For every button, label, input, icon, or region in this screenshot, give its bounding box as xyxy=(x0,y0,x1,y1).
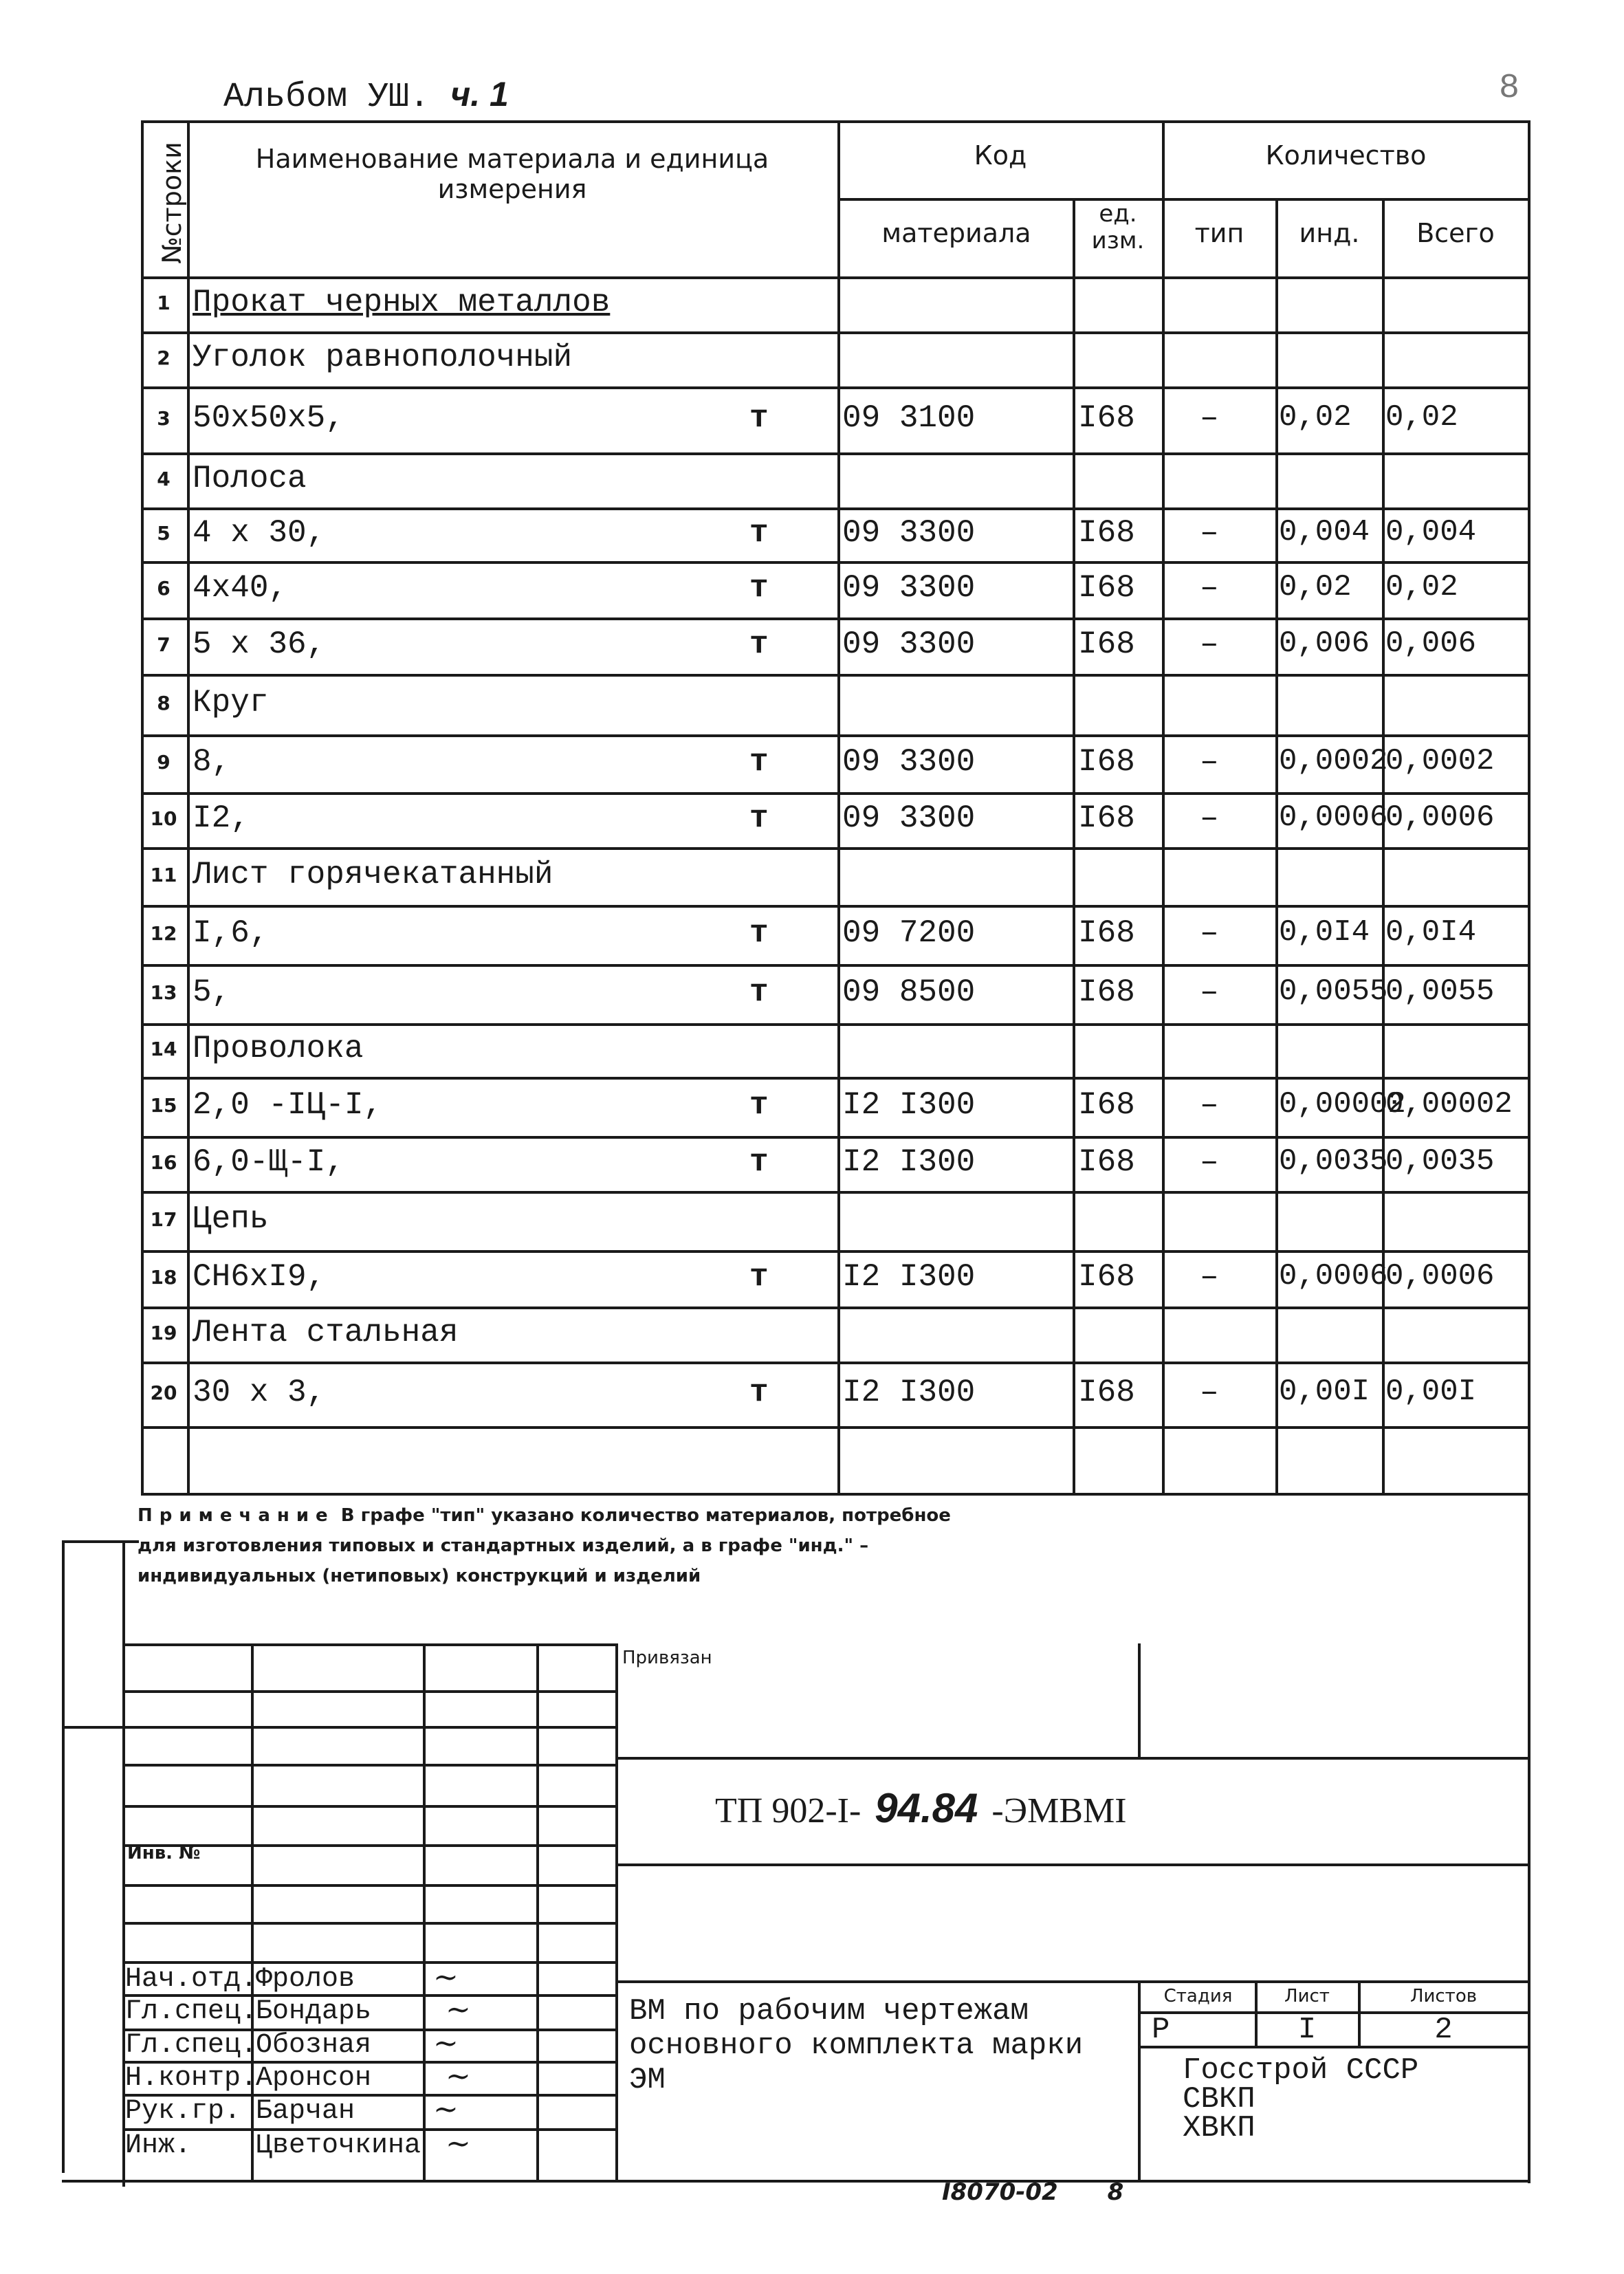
row-n: 1 xyxy=(157,292,171,314)
row-uc: I68 xyxy=(1078,1144,1135,1180)
row-name: Лента стальная xyxy=(193,1315,459,1351)
type-header: тип xyxy=(1194,218,1244,248)
row-name: Круг xyxy=(193,685,269,721)
sheet-value: I xyxy=(1297,2013,1317,2047)
row-divider xyxy=(141,1136,1530,1139)
album-label xyxy=(223,74,509,117)
row-total: 0,0055 xyxy=(1385,974,1495,1009)
row-ind: 0,0006 xyxy=(1279,800,1388,835)
row-n: 13 xyxy=(150,981,177,1004)
row-unit: т xyxy=(749,515,769,551)
staff-name: Обозная xyxy=(256,2030,372,2061)
row-type: – xyxy=(1200,744,1219,780)
row-total: 0,004 xyxy=(1385,515,1477,549)
row-ind: 0,00002 xyxy=(1279,1087,1406,1122)
code-header: Код xyxy=(974,140,1027,171)
row-divider xyxy=(141,734,1530,737)
staff-role: Инж. xyxy=(125,2130,192,2161)
staff-role: Н.контр. xyxy=(125,2063,258,2094)
row-type: – xyxy=(1200,974,1219,1010)
row-n: 4 xyxy=(157,468,171,490)
row-name: Прокат черных металлов xyxy=(193,285,611,320)
row-unit: т xyxy=(749,626,769,662)
row-ind: 0,0006 xyxy=(1279,1259,1388,1293)
row-divider xyxy=(141,1307,1530,1309)
row-name: I2, xyxy=(193,800,250,836)
row-divider xyxy=(141,1077,1530,1080)
row-code: I2 I300 xyxy=(842,1259,976,1295)
row-n: 7 xyxy=(157,633,171,656)
row-n: 5 xyxy=(157,522,171,545)
row-n: 20 xyxy=(150,1381,177,1404)
row-unit: т xyxy=(749,1375,769,1410)
row-total: 0,0I4 xyxy=(1385,915,1477,950)
row-uc: I68 xyxy=(1078,515,1135,551)
org-line-3: ХВКП xyxy=(1183,2111,1255,2145)
row-divider xyxy=(141,561,1530,564)
row-type: – xyxy=(1200,400,1219,436)
row-total: 0,02 xyxy=(1385,400,1458,435)
row-unit: т xyxy=(749,1144,769,1180)
row-n: 8 xyxy=(157,692,171,714)
stage-label: Стадия xyxy=(1163,1986,1233,2007)
row-uc: I68 xyxy=(1078,1259,1135,1295)
row-n: 14 xyxy=(150,1038,177,1060)
signature-icon: ~ xyxy=(446,1992,471,2027)
row-code: 09 3300 xyxy=(842,570,976,606)
row-name: CH6xI9, xyxy=(193,1259,326,1295)
row-total: 0,02 xyxy=(1385,570,1458,604)
row-type: – xyxy=(1200,1375,1219,1410)
stage-value: Р xyxy=(1152,2013,1170,2047)
row-code: 09 8500 xyxy=(842,974,976,1010)
row-total: 0,0035 xyxy=(1385,1144,1495,1179)
row-uc: I68 xyxy=(1078,570,1135,606)
row-n: 2 xyxy=(157,347,171,369)
row-unit: т xyxy=(749,400,769,436)
signature-icon: ~ xyxy=(433,2092,459,2127)
row-unit: т xyxy=(749,1087,769,1123)
row-name: 30 x 3, xyxy=(193,1375,326,1410)
row-uc: I68 xyxy=(1078,400,1135,436)
row-total: 0,00I xyxy=(1385,1375,1477,1409)
row-name: Полоса xyxy=(193,461,307,496)
row-divider xyxy=(141,617,1530,620)
row-ind: 0,00I xyxy=(1279,1375,1370,1409)
row-uc: I68 xyxy=(1078,915,1135,951)
row-divider xyxy=(141,1191,1530,1194)
row-ind: 0,02 xyxy=(1279,570,1352,604)
row-number-header: №строки xyxy=(157,142,187,264)
row-type: – xyxy=(1200,1259,1219,1295)
row-divider xyxy=(141,792,1530,795)
row-type: – xyxy=(1200,1087,1219,1123)
row-divider xyxy=(141,452,1530,455)
quantity-header: Количество xyxy=(1265,140,1427,171)
signature-icon: ~ xyxy=(433,2026,459,2061)
row-name: 4 x 30, xyxy=(193,515,326,551)
row-divider xyxy=(141,1023,1530,1026)
row-n: 18 xyxy=(150,1266,177,1289)
staff-role: Рук.гр. xyxy=(125,2096,241,2127)
row-code: I2 I300 xyxy=(842,1087,976,1123)
row-total: 0,006 xyxy=(1385,626,1477,661)
sheet-label: Лист xyxy=(1284,1986,1330,2007)
row-type: – xyxy=(1200,915,1219,951)
name-header: Наименование материала и единица измерения xyxy=(255,144,769,204)
ind-header: инд. xyxy=(1299,218,1360,248)
row-uc: I68 xyxy=(1078,800,1135,836)
row-divider xyxy=(141,1250,1530,1253)
row-divider xyxy=(141,386,1530,389)
sheets-label: Листов xyxy=(1409,1986,1478,2007)
row-uc: I68 xyxy=(1078,626,1135,662)
row-name: Проволока xyxy=(193,1031,364,1067)
document-code xyxy=(715,1784,1127,1832)
signature-icon: ~ xyxy=(446,2059,471,2094)
row-ind: 0,02 xyxy=(1279,400,1352,435)
row-code: 09 3100 xyxy=(842,400,976,436)
signature-icon: ~ xyxy=(433,1960,459,1995)
row-name: 4x40, xyxy=(193,570,288,606)
organization xyxy=(1183,2053,1419,2145)
row-unit: т xyxy=(749,1259,769,1295)
row-unit: т xyxy=(749,744,769,780)
doc-code-suffix: -ЭМВМI xyxy=(991,1791,1127,1830)
row-name: 5 x 36, xyxy=(193,626,326,662)
album-prefix: Альбом УШ. xyxy=(223,78,430,117)
row-ind: 0,0002 xyxy=(1279,744,1388,778)
row-unit: т xyxy=(749,570,769,606)
org-line-1: Госстрой СССР xyxy=(1183,2053,1419,2088)
row-divider xyxy=(141,1426,1530,1429)
row-name: 8, xyxy=(193,744,231,780)
note xyxy=(138,1500,976,1591)
row-type: – xyxy=(1200,800,1219,836)
note-title: Примечание xyxy=(138,1505,335,1526)
row-code: 09 3300 xyxy=(842,515,976,551)
album-part: ч. 1 xyxy=(450,75,509,113)
row-ind: 0,0035 xyxy=(1279,1144,1388,1179)
row-uc: I68 xyxy=(1078,1087,1135,1123)
row-name: 2,0 -IЦ-I, xyxy=(193,1087,383,1123)
row-unit: т xyxy=(749,800,769,836)
row-n: 10 xyxy=(150,807,177,830)
staff-role: Гл.спец. xyxy=(125,2030,258,2061)
copy-number: 8 xyxy=(1107,2178,1124,2206)
row-divider xyxy=(141,507,1530,510)
sheet-description: ВМ по рабочим чертежам основного комплекта марки ЭМ xyxy=(629,1994,1084,2097)
row-total: 0,0006 xyxy=(1385,1259,1495,1293)
row-name: Цепь xyxy=(193,1201,269,1237)
row-name: Уголок равнополочный xyxy=(193,340,573,375)
total-header: Всего xyxy=(1416,218,1495,248)
page-mark: 8 xyxy=(1499,69,1520,108)
row-type: – xyxy=(1200,570,1219,606)
row-code: I2 I300 xyxy=(842,1144,976,1180)
row-n: 6 xyxy=(157,577,171,600)
row-uc: I68 xyxy=(1078,1375,1135,1410)
row-ind: 0,0I4 xyxy=(1279,915,1370,950)
row-code: 09 7200 xyxy=(842,915,976,951)
row-unit: т xyxy=(749,915,769,951)
row-n: 16 xyxy=(150,1151,177,1174)
signature-icon: ~ xyxy=(446,2126,471,2161)
row-divider xyxy=(141,847,1530,850)
row-n: 19 xyxy=(150,1322,177,1344)
row-n: 12 xyxy=(150,922,177,945)
row-name: 6,0-Щ-I, xyxy=(193,1144,344,1180)
row-type: – xyxy=(1200,1144,1219,1180)
row-n: 11 xyxy=(150,864,177,886)
org-line-2: СВКП xyxy=(1183,2082,1255,2117)
staff-name: Барчан xyxy=(256,2096,355,2127)
note-text: В графе "тип" указано количество материалов, потребное для изготовления типовых и стандартных изделий, а в графе "инд." – индивидуальных (нетиповых) конструкций и изделий xyxy=(138,1505,951,1586)
archive-code: I8070-02 xyxy=(942,2178,1058,2206)
row-code: 09 3300 xyxy=(842,626,976,662)
unit-code-header: ед. изм. xyxy=(1091,200,1145,255)
row-divider xyxy=(141,331,1530,334)
row-name: Лист горячекатанный xyxy=(193,857,553,893)
row-uc: I68 xyxy=(1078,744,1135,780)
row-divider xyxy=(141,1362,1530,1364)
staff-role: Нач.отд. xyxy=(125,1964,258,1995)
staff-role: Гл.спец. xyxy=(125,1996,258,2027)
sheets-value: 2 xyxy=(1434,2013,1453,2047)
privyazan-label: Привязан xyxy=(622,1648,712,1668)
row-ind: 0,0055 xyxy=(1279,974,1388,1009)
inventory-number-label: Инв. № xyxy=(127,1843,201,1863)
row-type: – xyxy=(1200,626,1219,662)
row-name: 50x50x5, xyxy=(193,400,344,436)
row-total: 0,00002 xyxy=(1385,1087,1513,1122)
row-code: 09 3300 xyxy=(842,744,976,780)
archive-number xyxy=(942,2178,1123,2206)
row-n: 17 xyxy=(150,1208,177,1231)
row-code: 09 3300 xyxy=(842,800,976,836)
row-type: – xyxy=(1200,515,1219,551)
row-name: I,6, xyxy=(193,915,269,951)
staff-name: Аронсон xyxy=(256,2063,372,2094)
material-code-header: материала xyxy=(881,218,1031,248)
row-name: 5, xyxy=(193,974,231,1010)
row-total: 0,0006 xyxy=(1385,800,1495,835)
row-unit: т xyxy=(749,974,769,1010)
staff-name: Цветочкина xyxy=(256,2130,421,2161)
staff-name: Фролов xyxy=(256,1964,355,1995)
row-ind: 0,004 xyxy=(1279,515,1370,549)
staff-name: Бондарь xyxy=(256,1996,372,2027)
row-divider xyxy=(141,964,1530,967)
row-divider xyxy=(141,905,1530,908)
row-n: 15 xyxy=(150,1094,177,1117)
row-n: 9 xyxy=(157,751,171,774)
row-divider xyxy=(141,674,1530,677)
doc-code-number: 94.84 xyxy=(875,1785,978,1831)
row-code: I2 I300 xyxy=(842,1375,976,1410)
row-uc: I68 xyxy=(1078,974,1135,1010)
doc-code-prefix: ТП 902-I- xyxy=(715,1791,862,1830)
row-ind: 0,006 xyxy=(1279,626,1370,661)
row-n: 3 xyxy=(157,407,171,430)
row-total: 0,0002 xyxy=(1385,744,1495,778)
